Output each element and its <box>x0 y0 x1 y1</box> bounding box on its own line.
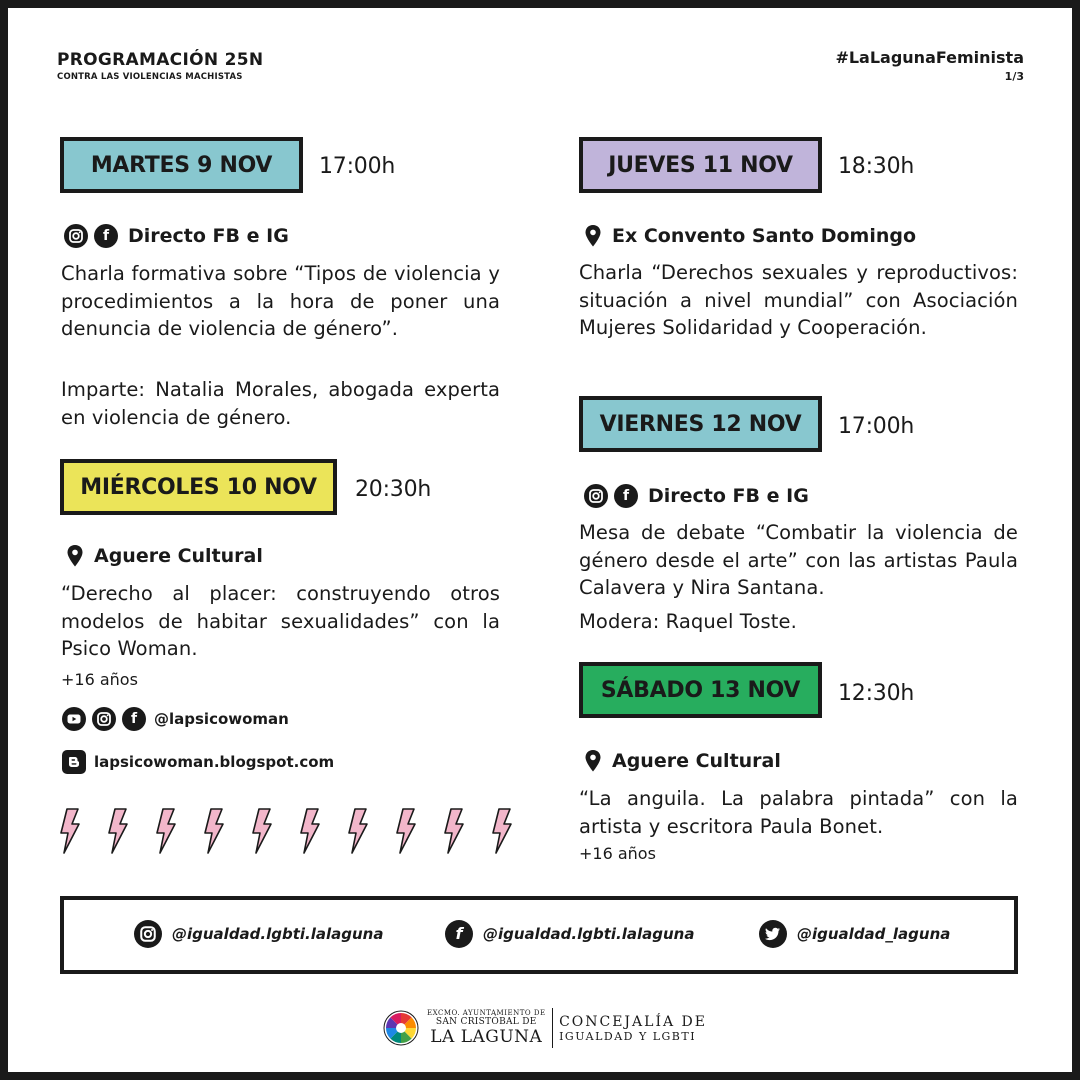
facebook-icon[interactable]: f <box>445 920 473 948</box>
time-friday: 17:00h <box>838 414 915 439</box>
poster <box>8 8 1072 1072</box>
location-wednesday <box>66 544 263 568</box>
event-description-tuesday: Charla formativa sobre “Tipos de violencia y procedimientos a la hora de poner una denuncia de violencia de género”. <box>61 262 500 340</box>
footer-facebook-handle[interactable]: @igualdad.lgbti.lalaguna <box>483 925 695 943</box>
instagram-icon[interactable] <box>64 224 88 248</box>
logo-divider <box>552 1008 554 1048</box>
location-pin-icon <box>584 224 602 248</box>
department-line-2: IGUALDAD Y LGBTI <box>559 1029 697 1043</box>
lightning-bolt-icon <box>394 808 418 854</box>
event-description-saturday: “La anguila. La palabra pintada” con la artista y escritora Paula Bonet. <box>579 787 1018 838</box>
time-tuesday: 17:00h <box>319 154 396 179</box>
council-line-3: LA LAGUNA <box>430 1027 543 1047</box>
event-description-thursday: Charla “Derechos sexuales y reproductivos: situación a nivel mundial” con Asociación Mujeres Solidaridad y Cooperación. <box>579 261 1018 339</box>
blog-row-psicowoman <box>62 750 334 774</box>
page-number: 1/3 <box>1004 70 1024 83</box>
footer-instagram[interactable] <box>134 920 384 948</box>
day-label-tuesday: MARTES 9 NOV <box>60 137 303 193</box>
age-restriction-saturday: +16 años <box>579 844 656 863</box>
day-label-friday: VIERNES 12 NOV <box>579 396 822 452</box>
event-speaker-tuesday: Imparte: Natalia Morales, abogada experta en violencia de género. <box>61 378 500 429</box>
event-description-friday: Mesa de debate “Combatir la violencia de género desde el arte” con las artistas Paula Calavera y Nira Santana. <box>579 521 1018 599</box>
time-thursday: 18:30h <box>838 154 915 179</box>
youtube-icon[interactable] <box>62 707 86 731</box>
lightning-bolt-icon <box>202 808 226 854</box>
location-text: Directo FB e IG <box>128 225 289 247</box>
bolt-decoration <box>58 808 528 858</box>
council-logo <box>383 1008 707 1048</box>
social-row-psicowoman <box>62 707 289 731</box>
event-description-wednesday: “Derecho al placer: construyendo otros modelos de habitar sexualidades” con la Psico Woman. <box>61 582 500 660</box>
time-saturday: 12:30h <box>838 681 915 706</box>
lightning-bolt-icon <box>442 808 466 854</box>
footer-facebook[interactable] <box>445 920 695 948</box>
page-title: PROGRAMACIÓN 25N <box>57 50 264 70</box>
lightning-bolt-icon <box>58 808 82 854</box>
location-tuesday <box>64 224 289 248</box>
location-text: Aguere Cultural <box>612 750 781 772</box>
day-label-thursday: JUEVES 11 NOV <box>579 137 822 193</box>
day-label-saturday: SÁBADO 13 NOV <box>579 662 822 718</box>
instagram-icon[interactable] <box>134 920 162 948</box>
facebook-icon[interactable]: f <box>122 707 146 731</box>
age-restriction-wednesday: +16 años <box>61 670 138 689</box>
twitter-icon[interactable] <box>759 920 787 948</box>
location-saturday <box>584 749 781 773</box>
rainbow-emblem-icon <box>383 1010 419 1046</box>
department-line-1: CONCEJALÍA DE <box>559 1013 707 1030</box>
lightning-bolt-icon <box>250 808 274 854</box>
location-text: Ex Convento Santo Domingo <box>612 225 917 247</box>
facebook-icon[interactable]: f <box>614 484 638 508</box>
day-label-wednesday: MIÉRCOLES 10 NOV <box>60 459 337 515</box>
social-handle[interactable]: @lapsicowoman <box>154 710 289 728</box>
location-thursday <box>584 224 916 248</box>
lightning-bolt-icon <box>106 808 130 854</box>
hashtag: #LaLagunaFeminista <box>835 48 1024 67</box>
lightning-bolt-icon <box>346 808 370 854</box>
footer-twitter-handle[interactable]: @igualdad_laguna <box>797 925 951 943</box>
footer-twitter[interactable] <box>759 920 950 948</box>
footer-instagram-handle[interactable]: @igualdad.lgbti.lalaguna <box>172 925 384 943</box>
location-pin-icon <box>66 544 84 568</box>
time-wednesday: 20:30h <box>355 477 432 502</box>
council-line-2: SAN CRISTÓBAL DE <box>435 1017 537 1027</box>
lightning-bolt-icon <box>298 808 322 854</box>
lightning-bolt-icon <box>490 808 514 854</box>
council-line-1: EXCMO. AYUNTAMIENTO DE <box>427 1009 546 1017</box>
event-moderator-friday: Modera: Raquel Toste. <box>579 610 797 633</box>
instagram-icon[interactable] <box>92 707 116 731</box>
page-subtitle: CONTRA LAS VIOLENCIAS MACHISTAS <box>57 72 243 82</box>
blogger-icon[interactable] <box>62 750 86 774</box>
social-footer <box>60 896 1018 974</box>
location-text: Aguere Cultural <box>94 545 263 567</box>
location-friday <box>584 484 809 508</box>
lightning-bolt-icon <box>154 808 178 854</box>
facebook-icon[interactable]: f <box>94 224 118 248</box>
location-text: Directo FB e IG <box>648 485 809 507</box>
council-name <box>427 1009 546 1047</box>
instagram-icon[interactable] <box>584 484 608 508</box>
location-pin-icon <box>584 749 602 773</box>
blog-url[interactable]: lapsicowoman.blogspot.com <box>94 753 335 771</box>
department-name <box>559 1014 707 1043</box>
